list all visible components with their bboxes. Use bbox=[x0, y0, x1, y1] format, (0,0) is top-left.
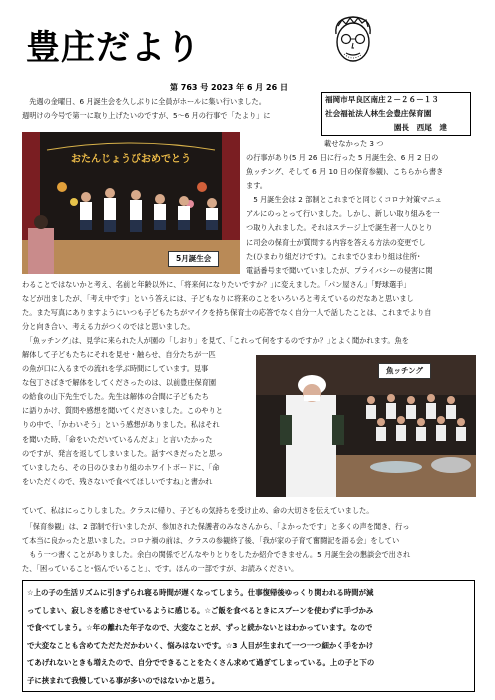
text-line: た。また写真にありますようにいつも子どもたちがマイクを持ち保育士の応答でなく自分一人で話したことは、これまでより自 bbox=[22, 308, 432, 318]
fish-demo-image bbox=[256, 355, 476, 497]
text-line: 電話番号まで聞いていましたが、プライバシーの侵害に関 bbox=[246, 265, 433, 275]
full-width-paragraph-1 bbox=[22, 278, 476, 348]
address-line: 福岡市早良区南庄２－２６－１３ bbox=[325, 95, 439, 104]
text-line: ていましたら、その日のひまわり組のホワイトボードに、｢命 bbox=[22, 462, 220, 472]
stage-banner-text: おたんじょうびおめでとう bbox=[71, 154, 191, 165]
text-line: 分と向き合い、考える力がつくのではと思いました。 bbox=[22, 322, 195, 332]
text-line: 魚ッチング、そして 6 月 10 日の保育参観)、こちらから書き bbox=[246, 167, 444, 177]
concern-line: ☆上の子の生活リズムに引きずられ寝る時間が遅くなってしまう。仕事復帰後ゆっくり関われる時間が減 bbox=[27, 588, 374, 597]
text-line: わることではないかと考え、名前と年齢以外に、｢将来何になりたいですか？｣に変えました。「パン屋さん」「野球選手」 bbox=[22, 280, 411, 289]
intro-paragraph bbox=[22, 95, 320, 123]
full-width-line bbox=[22, 504, 476, 518]
text-line: に語りかけ、質問や感想を聞いてくださいました。このやりと bbox=[22, 406, 223, 416]
principal-signature: 園長 西尾 達 bbox=[393, 123, 447, 132]
concern-line: ってしまい、寂しさを感じさせているように感じる。☆ご飯を食べるときにスプーンを使わずに手づかみ bbox=[27, 605, 374, 615]
concern-line: 子に挟まれて我慢している事が多いのではないかと思う。 bbox=[27, 675, 220, 685]
text-line: の給食の山下先生でした。先生は解体の合間に子どもたち bbox=[22, 392, 209, 402]
address-box bbox=[321, 92, 471, 136]
text-line: りの中で、「かわいそう」という感想がありました。私はそれ bbox=[22, 420, 220, 430]
organization-name: 社会福祉法人林生会豊庄保育園 bbox=[325, 109, 432, 118]
text-line: 載せなかった 3 つ bbox=[324, 139, 384, 148]
text-line: アルにのっとって行いました。しかし、新しい取り組みを一 bbox=[246, 209, 440, 219]
text-line: 解体して子どもたちにそれを見せ・触らせ、自分たちが一匹 bbox=[22, 350, 216, 359]
text-line: た(ひまわり組だけです)。これまでひまわり組は住所･ bbox=[246, 251, 421, 261]
principal-portrait-illustration bbox=[326, 12, 380, 68]
text-line: 5 月誕生会は 2 部制とこれまでと同じくコロナ対策マニュ bbox=[246, 195, 442, 205]
concern-line: で食べてしまう。☆年の離れた年子なので、大変なことが、ずっと続かないとはわかっています。なので bbox=[27, 623, 373, 633]
fish-watching-photo bbox=[256, 355, 476, 497]
text-line: 週明けの今号で第一に取り上げたいのですが、5～6 月の行事で「たより」に bbox=[22, 111, 271, 121]
newsletter-title: 豊庄だより bbox=[26, 28, 201, 68]
text-line: もう一つ書くことがありました。余白の関係でどんなやりとりをしたか紹介できません。5 月誕生会の懇談会で出され bbox=[22, 550, 411, 560]
concern-line: てあげれないときも増えたので、自分でできることをたくさん求めて過ぎてしまっている。上の子と下の bbox=[27, 658, 375, 668]
issue-number-date: 第 763 号 2023 年 6 月 26 日 bbox=[170, 83, 288, 92]
text-line: ます。 bbox=[246, 181, 267, 191]
text-line: の魚が口に入るまでの流れを学ぶ時間にしています。見事 bbox=[22, 364, 209, 374]
parent-concerns-box bbox=[22, 580, 475, 692]
text-line: を聞いた時、「命をいただいているんだよ」と言いたかった bbox=[22, 434, 213, 444]
text-line: の行事があり(5 月 26 日に行った 5 月誕生会、6 月 2 日の bbox=[246, 153, 439, 162]
photo2-caption: 魚ッチング bbox=[378, 363, 431, 379]
text-line: つ取り入れました。それはステージ上で誕生者一人ひとり bbox=[246, 223, 433, 233]
text-line: ていて、私はにっこりしました。クラスに帰り、子どもの気持ちを受け止め、命の大切さを伝えていました。 bbox=[22, 506, 374, 515]
text-line: ｢魚ッチング｣は、見学に来られた人が園の「しおり」を見て、｢これって何をするのですか？｣とよく聞かれます。魚を bbox=[22, 336, 409, 346]
text-line: などが出ましたが、「考え中です」という答えには、子どもなりに将来のことをいろいろと考えているのだなあと思いまし bbox=[22, 294, 414, 304]
text-line: に司会の保育士が質問する内容を答える方法の変更でし bbox=[246, 237, 426, 247]
concern-line: で大変なことも含めてただただかわいく、悩みはないです。☆3 人目が生まれて一つ一つ細かく手をかけ bbox=[27, 640, 374, 650]
text-line: のですが、発言を返してしまいました。話すべきだったと思っ bbox=[22, 448, 224, 458]
text-line: 先週の金曜日、6 月誕生会を久しぶりに全員がホールに集い行いました。 bbox=[22, 97, 266, 106]
photo1-caption: 5月誕生会 bbox=[168, 251, 219, 267]
right-column-text-continued bbox=[246, 151, 476, 278]
text-line: た、｢困っていること･悩んでいること｣、です。ほんの一部ですが、お読みください。 bbox=[22, 564, 299, 574]
full-width-paragraph-2 bbox=[22, 520, 476, 576]
right-column-text bbox=[324, 137, 476, 151]
text-line: 「保育参観」は、2 部制で行いましたが、参加された保護者のみなさんから、「よかったです」と多くの声を聞き、行っ bbox=[22, 522, 410, 531]
left-column-text bbox=[22, 348, 254, 489]
birthday-party-photo bbox=[22, 132, 240, 274]
text-line: て本当に良かったと思いました。コロナ禍の前は、クラスの参観終了後、「我が家の子育て奮闘記を語る会」をしてい bbox=[22, 536, 400, 546]
text-line: をいただくので、残さないで食べてほしいですね｣と書かれ bbox=[22, 476, 213, 486]
text-line: な包丁さばきで解体をしてくださったのは、以前豊庄保育園 bbox=[22, 378, 217, 388]
